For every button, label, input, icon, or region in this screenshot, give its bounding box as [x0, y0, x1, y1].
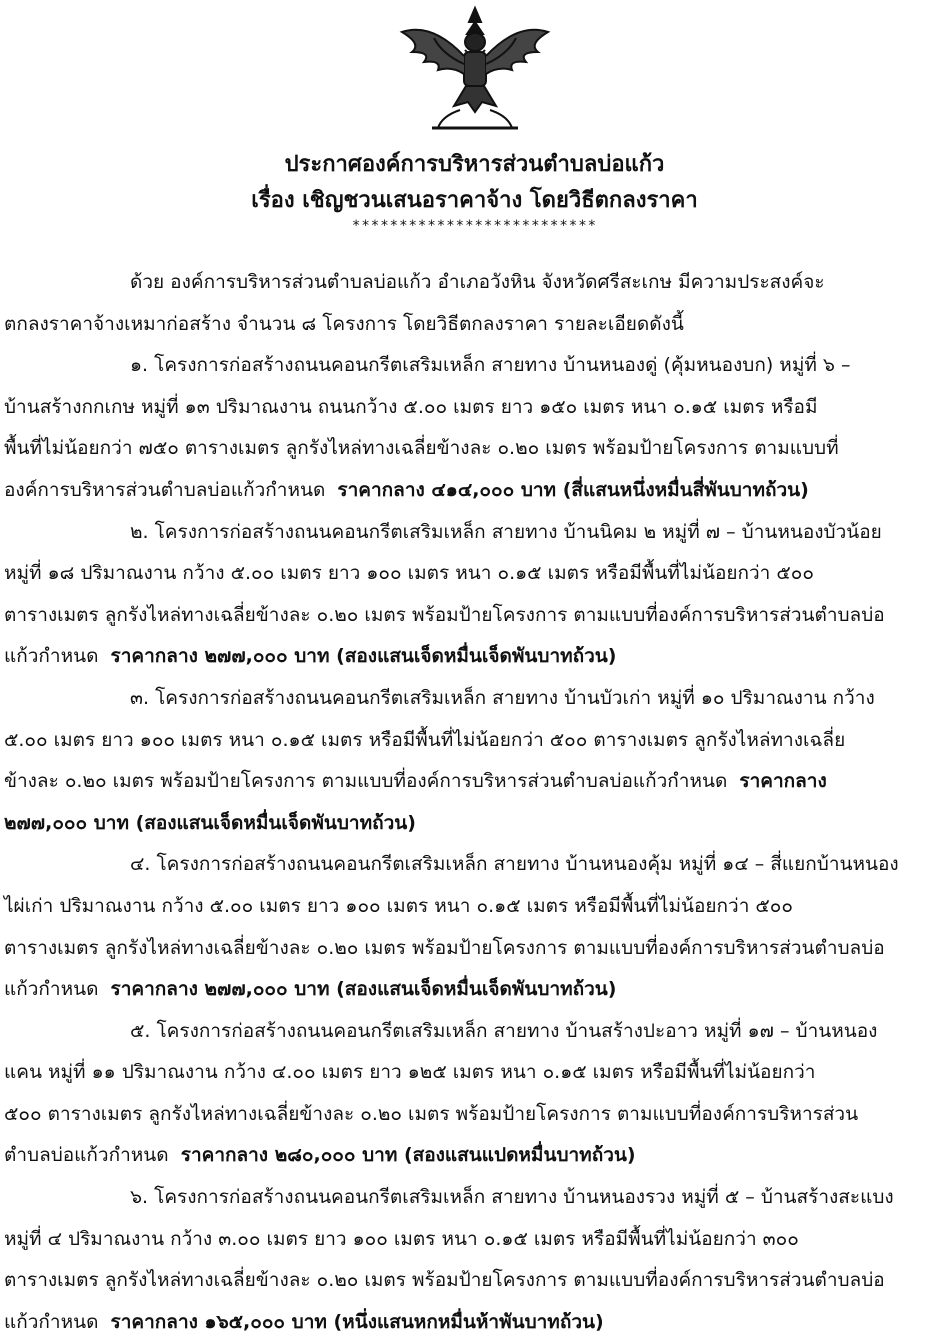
- project-3-line-1: ๓. โครงการก่อสร้างถนนคอนกรีตเสริมเหล็ก สายทาง บ้านบัวเก่า หมู่ที่ ๑๐ ปริมาณงาน กว้าง: [130, 686, 875, 709]
- intro-line-2: ตกลงราคาจ้างเหมาก่อสร้าง จำนวน ๘ โครงการ โดยวิธีตกลงราคา รายละเอียดดังนี้: [4, 312, 684, 335]
- project-5-line-1: ๕. โครงการก่อสร้างถนนคอนกรีตเสริมเหล็ก สายทาง บ้านสร้างปะอาว หมู่ที่ ๑๗ – บ้านหนอง: [130, 1019, 878, 1042]
- project-6-line-2: หมู่ที่ ๔ ปริมาณงาน กว้าง ๓.๐๐ เมตร ยาว ๑๐๐ เมตร หนา ๐.๑๕ เมตร หรือมีพื้นที่ไม่น้อยกว่า ๓๐๐: [4, 1227, 799, 1250]
- project-4-line-1: ๔. โครงการก่อสร้างถนนคอนกรีตเสริมเหล็ก สายทาง บ้านหนองคุ้ม หมู่ที่ ๑๔ – สี่แยกบ้านหนอง: [130, 853, 899, 876]
- project-4-price: ราคากลาง ๒๗๗,๐๐๐ บาท (สองแสนเจ็ดหมื่นเจ็ดพันบาทถ้วน): [110, 978, 617, 1001]
- project-5-line-3: ๕๐๐ ตารางเมตร ลูกรังไหล่ทางเฉลี่ยข้างละ ๐.๒๐ เมตร พร้อมป้ายโครงการ ตามแบบที่องค์การบริหารส่วน: [4, 1102, 859, 1125]
- project-6-line-3: ตารางเมตร ลูกรังไหล่ทางเฉลี่ยข้างละ ๐.๒๐ เมตร พร้อมป้ายโครงการ ตามแบบที่องค์การบริหารส่วนตำบลบ่อ: [4, 1269, 885, 1292]
- project-5-line-4: ตำบลบ่อแก้วกำหนด ราคากลาง ๒๘๐,๐๐๐ บาท (สองแสนแปดหมื่นบาทถ้วน): [4, 1144, 636, 1167]
- project-4-line-3: ตารางเมตร ลูกรังไหล่ทางเฉลี่ยข้างละ ๐.๒๐ เมตร พร้อมป้ายโครงการ ตามแบบที่องค์การบริหารส่วนตำบลบ่อ: [4, 936, 885, 959]
- project-2-price: ราคากลาง ๒๗๗,๐๐๐ บาท (สองแสนเจ็ดหมื่นเจ็ดพันบาทถ้วน): [110, 645, 617, 668]
- project-3-price: ๒๗๗,๐๐๐ บาท (สองแสนเจ็ดหมื่นเจ็ดพันบาทถ้วน): [4, 811, 416, 834]
- garuda-emblem-icon: [372, 2, 578, 138]
- announcement-title: ประกาศองค์การบริหารส่วนตำบลบ่อแก้ว: [284, 152, 665, 177]
- project-2-line-4: แก้วกำหนด ราคากลาง ๒๗๗,๐๐๐ บาท (สองแสนเจ็ดหมื่นเจ็ดพันบาทถ้วน): [4, 645, 617, 668]
- project-2-line-3: ตารางเมตร ลูกรังไหล่ทางเฉลี่ยข้างละ ๐.๒๐ เมตร พร้อมป้ายโครงการ ตามแบบที่องค์การบริหารส่วนตำบลบ่อ: [4, 603, 885, 626]
- announcement-body: [0, 262, 949, 1343]
- project-3-price-label: ราคากลาง: [739, 770, 827, 793]
- project-2-line-1: ๒. โครงการก่อสร้างถนนคอนกรีตเสริมเหล็ก สายทาง บ้านนิคม ๒ หมู่ที่ ๗ – บ้านหนองบัวน้อย: [130, 520, 882, 543]
- project-1-line-1: ๑. โครงการก่อสร้างถนนคอนกรีตเสริมเหล็ก สายทาง บ้านหนองดู่ (คุ้มหนองบก) หมู่ที่ ๖ –: [130, 354, 851, 377]
- project-1-line-3: พื้นที่ไม่น้อยกว่า ๗๕๐ ตารางเมตร ลูกรังไหล่ทางเฉลี่ยข้างละ ๐.๒๐ เมตร พร้อมป้ายโครงการ ตามแบบที่: [4, 437, 839, 460]
- project-3-line-2: ๕.๐๐ เมตร ยาว ๑๐๐ เมตร หนา ๐.๑๕ เมตร หรือมีพื้นที่ไม่น้อยกว่า ๕๐๐ ตารางเมตร ลูกรังไหล่ทางเฉลี่ย: [4, 728, 846, 751]
- title-separator: **************************: [351, 218, 598, 234]
- project-6-line-4: แก้วกำหนด ราคากลาง ๑๖๕,๐๐๐ บาท (หนึ่งแสนหกหมื่นห้าพันบาทถ้วน): [4, 1310, 604, 1333]
- project-3-line-3: ข้างละ ๐.๒๐ เมตร พร้อมป้ายโครงการ ตามแบบที่องค์การบริหารส่วนตำบลบ่อแก้วกำหนด ราคากลาง: [4, 770, 827, 793]
- project-2-line-2: หมู่ที่ ๑๘ ปริมาณงาน กว้าง ๕.๐๐ เมตร ยาว ๑๐๐ เมตร หนา ๐.๑๕ เมตร หรือมีพื้นที่ไม่น้อยกว่า ๕๐๐: [4, 562, 814, 585]
- project-1-line-2: บ้านสร้างกกเกษ หมู่ที่ ๑๓ ปริมาณงาน ถนนกว้าง ๕.๐๐ เมตร ยาว ๑๕๐ เมตร หนา ๐.๑๕ เมตร หรือมี: [4, 395, 818, 418]
- project-3-line-4: [0, 803, 949, 845]
- intro-line-1: ด้วย องค์การบริหารส่วนตำบลบ่อแก้ว อำเภอวังหิน จังหวัดศรีสะเกษ มีความประสงค์จะ: [130, 271, 825, 293]
- project-5-line-2: แคน หมู่ที่ ๑๑ ปริมาณงาน กว้าง ๔.๐๐ เมตร ยาว ๑๒๕ เมตร หนา ๐.๑๕ เมตร หรือมีพื้นที่ไม่น้อยกว่า: [4, 1061, 816, 1084]
- project-6-line-1: ๖. โครงการก่อสร้างถนนคอนกรีตเสริมเหล็ก สายทาง บ้านหนองรวง หมู่ที่ ๕ – บ้านสร้างสะแบง: [130, 1186, 894, 1209]
- project-4-line-2: ไผ่เก่า ปริมาณงาน กว้าง ๕.๐๐ เมตร ยาว ๑๐๐ เมตร หนา ๐.๑๕ เมตร หรือมีพื้นที่ไม่น้อยกว่า ๕๐๐: [4, 894, 793, 917]
- project-1-price: ราคากลาง ๔๑๔,๐๐๐ บาท (สี่แสนหนึ่งหมื่นสี่พันบาทถ้วน): [337, 478, 809, 501]
- project-4-line-4: แก้วกำหนด ราคากลาง ๒๗๗,๐๐๐ บาท (สองแสนเจ็ดหมื่นเจ็ดพันบาทถ้วน): [4, 978, 617, 1001]
- project-1-line-4: องค์การบริหารส่วนตำบลบ่อแก้วกำหนด ราคากลาง ๔๑๔,๐๐๐ บาท (สี่แสนหนึ่งหมื่นสี่พันบาทถ้วน): [4, 478, 809, 501]
- project-5-price: ราคากลาง ๒๘๐,๐๐๐ บาท (สองแสนแปดหมื่นบาทถ้วน): [180, 1144, 636, 1167]
- announcement-subject: เรื่อง เชิญชวนเสนอราคาจ้าง โดยวิธีตกลงราคา: [251, 188, 698, 213]
- project-6-price: ราคากลาง ๑๖๕,๐๐๐ บาท (หนึ่งแสนหกหมื่นห้าพันบาทถ้วน): [110, 1310, 604, 1333]
